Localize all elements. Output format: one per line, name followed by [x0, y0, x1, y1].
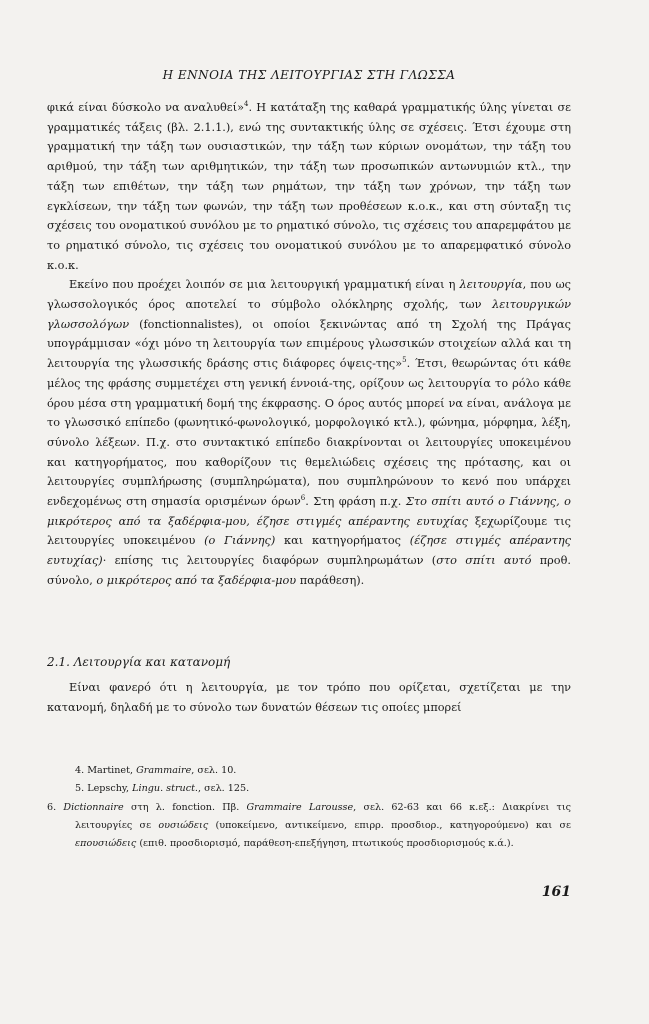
- footnote-6-text-2: , σελ. 62-63 και 66 κ.εξ.: Διακρίνει τις λειτουργίες σε: [75, 801, 571, 831]
- para2-text-3: (fonctionnalistes), οι οποίοι ξεκινώντας από τη Σχολή της Πράγας υπογράμμισαν «όχι μόνο τη λειτουργία των επιμέρους γλωσσικών στοιχείων αλλά και τη λειτουργία της γλωσσικής δράσης στις διάφορες όψεις-της»: [47, 317, 571, 371]
- footnote-4-title: Grammaire: [136, 765, 192, 776]
- footnote-4-text: 4. Martinet,: [75, 765, 137, 776]
- footnote-5: [47, 780, 571, 798]
- para2-text-4: . Έτσι, θεωρώντας ότι κάθε μέλος της φράσης συμμετέχει στη γενική έννοιά-της, ορίζουν ως λειτουργία το ρόλο κάθε όρου μέσα στη γραμματική δομή της έκφρασης. Ο όρος αυτός μπορεί να είναι, ανάλογα με το γλωσσικό επίπεδο (φωνητικό-φωνολογικό, μορφολογικό κτλ.), φώνημα, μόρφημα, λέξη, σύνολο λέξεων. Π.χ. στο συντακτικό επίπεδο διακρίνονται οι λειτουργίες υποκειμένου και κατηγορήματος, που καθορίζουν τις θεμελιώδεις σχέσεις της πρότασης, και οι λειτουργίες συμπλήρωσης (συμπληρώματα), που συμπληρώνουν το κενό που υπάρχει ενδεχομένως στη σημασία ορισμένων όρων: [47, 357, 571, 509]
- para2-italic-7: ο μικρότερος από τα ξαδέρφια-μου: [96, 573, 297, 587]
- para1-text-1: φικά είναι δύσκολο να αναλυθεί»: [47, 101, 245, 114]
- footnote-6-text-4: (επιθ. προσδιορισμό, παράθεση-επεξήγηση, πτωτικούς προσδιορισμούς κ.ά.).: [136, 838, 514, 850]
- footnotes: [47, 762, 571, 853]
- running-head: Η ΕΝΝΟΙΑ ΤΗΣ ΛΕΙΤΟΥΡΓΙΑΣ ΣΤΗ ΓΛΩΣΣΑ: [162, 68, 456, 82]
- footnote-4-page: , σελ. 10.: [191, 765, 237, 776]
- footnote-ref-4: 4: [244, 100, 249, 109]
- para2-italic-1: λειτουργία: [459, 278, 523, 292]
- para1-text-2: . Η κατάταξη της καθαρά γραμματικής ύλης γίνεται σε γραμματικές τάξεις (βλ. 2.1.1.), ενώ της συντακτικής ύλης σε σχέσεις. Έτσι έχουμε στη γραμματική την τάξη των ουσιαστικών, την τάξη των κύριων ονομάτων, την τάξη του αριθμού, την τάξη των αριθμητικών, την τάξη των προσωπικών αντωνυμιών κτλ., την τάξη των επιθέτων, την τάξη των ρημάτων, την τάξη των χρόνων, την τάξη των εγκλίσεων, την τάξη των φωνών, την τάξη των προθέσεων κ.ο.κ., και στη σύνταξη τις σχέσεις του ονοματικού συνόλου με το ρηματικό σύνολο, τις σχέσεις του απαρεμφάτου με το ρηματικό σύνολο, τις σχέσεις του ονοματικού συνόλου με το απαρεμφατικό σύνολο κ.ο.κ.: [47, 101, 572, 272]
- footnote-5-page: , σελ. 125.: [197, 783, 250, 795]
- footnote-ref-6: 6: [300, 494, 306, 503]
- para2-text-5: . Στη φράση π.χ.: [305, 495, 406, 509]
- footnote-6-title-2: Grammaire Larousse: [246, 801, 354, 813]
- footnote-6-text-3: (υποκείμενο, αντικείμενο, επιρρ. προσδιορ., κατηγορούμενο) και σε: [208, 819, 572, 831]
- footnote-6-num: 6.: [47, 801, 64, 813]
- section-paragraph: Είναι φανερό ότι η λειτουργία, με τον τρόπο που ορίζεται, σχετίζεται με την κατανομή, δηλαδή με το σύνολο των δυνατών θέσεων τις οποίες μπορεί: [47, 681, 571, 714]
- para2-italic-6: στο σπίτι αυτό: [436, 554, 532, 568]
- para2-text-9: προθ. σύνολο,: [47, 554, 571, 587]
- page-number: 161: [541, 884, 571, 900]
- footnote-6-title-1: Dictionnaire: [63, 801, 124, 813]
- para2-text-7: και κατηγορήματος: [275, 534, 410, 548]
- paragraph-1: [47, 98, 571, 275]
- footnote-6-text-1: στη λ. fonction. Πβ.: [123, 801, 247, 813]
- para2-text-1: Εκείνο που προέχει λοιπόν σε μια λειτουργική γραμματική είναι η: [69, 278, 460, 292]
- footnote-6-term-2: επουσιώδεις: [75, 838, 137, 850]
- para2-italic-5: (έζησε στιγμές απέραντης ευτυχίας): [47, 534, 571, 568]
- para2-italic-2: λειτουργικών γλωσσολόγων: [47, 298, 571, 331]
- para2-text-2: , που ως γλωσσολογικός όρος αποτελεί το σύμβολο ολόκληρης σχολής, των: [47, 278, 571, 312]
- footnote-6: [47, 799, 571, 854]
- paragraph-2: [47, 275, 571, 590]
- para2-text-8: · επίσης τις λειτουργίες διαφόρων συμπληρωμάτων (: [102, 554, 437, 568]
- para2-italic-3: Στο σπίτι αυτό ο Γιάννης, ο μικρότερος από τα ξαδέρφια-μου, έζησε στιγμές απέραντης ευτυχίας: [47, 495, 571, 528]
- footnote-ref-5: 5: [402, 356, 407, 365]
- footnote-6-term-1: ουσιώδεις: [158, 819, 209, 831]
- footnote-5-title: Lingu. struct.: [132, 783, 198, 795]
- para2-italic-4: (ο Γιάννης): [204, 534, 276, 548]
- body-text: [47, 98, 571, 591]
- para2-text-10: παράθεση).: [296, 573, 365, 587]
- footnote-5-text: 5. Lepschy,: [75, 783, 133, 795]
- footnote-4: [47, 762, 571, 780]
- section-heading: 2.1. Λειτουργία και κατανομή: [47, 655, 231, 669]
- para2-text-6: ξεχωρίζουμε τις λειτουργίες υποκειμένου: [47, 514, 571, 548]
